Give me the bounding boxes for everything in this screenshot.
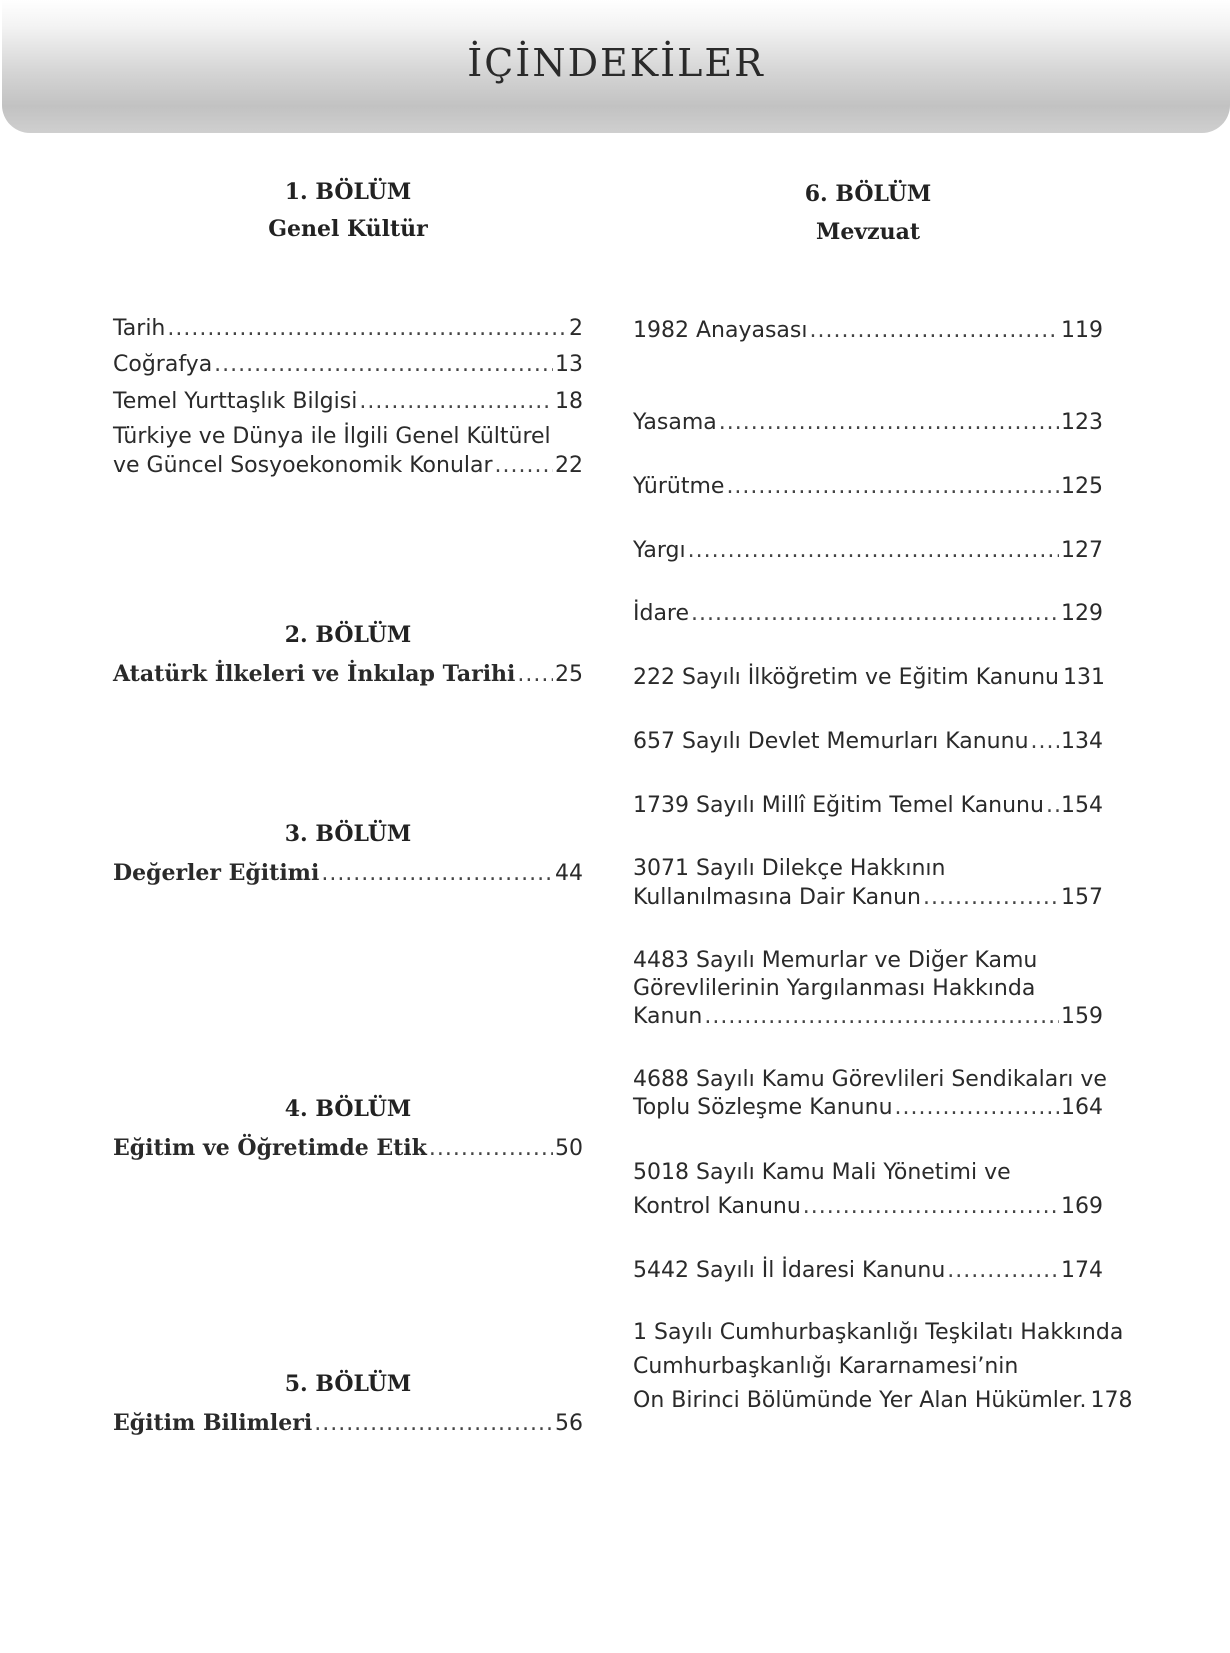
toc-entry-page: 119 xyxy=(1061,318,1103,343)
toc-entry-cb-kararname[interactable] xyxy=(633,1386,1133,1415)
toc-entry-page: 13 xyxy=(555,352,583,377)
toc-entry-1739[interactable] xyxy=(633,791,1103,820)
toc-entry-page: 131 xyxy=(1063,665,1106,690)
section-2-entry[interactable] xyxy=(113,660,583,689)
toc-entry-label: 5442 Sayılı İl İdaresi Kanunu xyxy=(633,1258,946,1283)
toc-entry-line: Türkiye ve Dünya ile İlgili Genel Kültürel xyxy=(113,424,551,449)
toc-entry-page: 129 xyxy=(1061,601,1103,626)
section-5-page: 56 xyxy=(555,1411,583,1436)
toc-entry-label: On Birinci Bölümünde Yer Alan Hükümler. xyxy=(633,1388,1087,1413)
toc-entry-line: Cumhurbaşkanlığı Kararnamesi’nin xyxy=(633,1354,1019,1379)
toc-entry-page: 154 xyxy=(1061,793,1103,818)
toc-entry-page: 134 xyxy=(1061,729,1103,754)
toc-entry-line: 3071 Sayılı Dilekçe Hakkının xyxy=(633,856,946,881)
toc-entry-page: 123 xyxy=(1061,410,1103,435)
toc-entry-tarih[interactable] xyxy=(113,314,583,343)
toc-entry-yurttaslik[interactable] xyxy=(113,387,583,416)
toc-entry-label: Kullanılmasına Dair Kanun xyxy=(633,885,921,910)
section-1-name: Genel Kültür xyxy=(268,216,428,242)
toc-entry-label: Tarih xyxy=(113,316,166,341)
toc-entry-anayasa[interactable] xyxy=(633,316,1103,345)
toc-entry-line: 4688 Sayılı Kamu Görevlileri Sendikaları ve xyxy=(633,1067,1107,1092)
toc-entry-page: 169 xyxy=(1061,1194,1103,1219)
section-4-name: Eğitim ve Öğretimde Etik xyxy=(113,1135,427,1161)
toc-entry-label: ve Güncel Sosyoekonomik Konular xyxy=(113,453,493,478)
toc-entry-page: 164 xyxy=(1061,1095,1103,1120)
toc-entry-line: 1 Sayılı Cumhurbaşkanlığı Teşkilatı Hakkında xyxy=(633,1320,1124,1345)
toc-entry-label: Yargı xyxy=(633,538,686,563)
toc-entry-5442[interactable] xyxy=(633,1256,1103,1285)
section-3-entry[interactable] xyxy=(113,859,583,888)
toc-entry-yurutme[interactable] xyxy=(633,472,1103,501)
page-title: İÇİNDEKİLER xyxy=(467,40,765,85)
section-2-page: 25 xyxy=(555,662,583,687)
toc-entry-label: 657 Sayılı Devlet Memurları Kanunu xyxy=(633,729,1029,754)
section-3-number: 3. BÖLÜM xyxy=(284,821,412,847)
toc-entry-page: 157 xyxy=(1061,885,1103,910)
toc-entry-label: Yürütme xyxy=(633,474,725,499)
section-4-number: 4. BÖLÜM xyxy=(284,1096,412,1122)
toc-entry-yargi[interactable] xyxy=(633,536,1103,565)
toc-entry-label: 222 Sayılı İlköğretim ve Eğitim Kanunu xyxy=(633,665,1060,690)
toc-entry-page: 2 xyxy=(569,316,583,341)
toc-entry-3071[interactable] xyxy=(633,883,1103,912)
toc-entry-222[interactable] xyxy=(633,663,1106,692)
toc-entry-label: Kontrol Kanunu xyxy=(633,1194,801,1219)
section-5-name: Eğitim Bilimleri xyxy=(113,1410,313,1436)
section-4-entry[interactable] xyxy=(113,1134,583,1163)
section-6-name: Mevzuat xyxy=(815,219,921,245)
section-5-entry[interactable] xyxy=(113,1409,583,1438)
toc-entry-page: 127 xyxy=(1061,538,1103,563)
toc-entry-4483[interactable] xyxy=(633,1002,1103,1031)
toc-entry-label: 1982 Anayasası xyxy=(633,318,808,343)
toc-entry-page: 159 xyxy=(1061,1004,1103,1029)
toc-entry-label: Kanun xyxy=(633,1004,703,1029)
toc-entry-label: Coğrafya xyxy=(113,352,213,377)
section-4-page: 50 xyxy=(555,1136,583,1161)
toc-entry-page: 22 xyxy=(555,453,583,478)
section-6-number: 6. BÖLÜM xyxy=(804,181,932,207)
toc-entry-label: Toplu Sözleşme Kanunu xyxy=(633,1095,893,1120)
toc-entry-line: Görevlilerinin Yargılanması Hakkında xyxy=(633,976,1036,1001)
section-5-number: 5. BÖLÜM xyxy=(284,1371,412,1397)
toc-entry-page: 178 xyxy=(1090,1388,1133,1413)
toc-entry-label: Temel Yurttaşlık Bilgisi xyxy=(113,389,358,414)
toc-entry-label: İdare xyxy=(633,601,690,626)
title-banner xyxy=(2,0,1230,133)
section-3-page: 44 xyxy=(555,861,583,886)
toc-entry-page: 18 xyxy=(555,389,583,414)
toc-entry-label: 1739 Sayılı Millî Eğitim Temel Kanunu xyxy=(633,793,1044,818)
toc-entry-4688[interactable] xyxy=(633,1093,1103,1122)
toc-entry-657[interactable] xyxy=(633,727,1103,756)
toc-entry-5018[interactable] xyxy=(633,1192,1103,1221)
section-3-name: Değerler Eğitimi xyxy=(113,860,320,886)
toc-entry-label: Yasama xyxy=(633,410,717,435)
section-1-number: 1. BÖLÜM xyxy=(284,179,412,205)
section-2-number: 2. BÖLÜM xyxy=(284,622,412,648)
toc-entry-cografya[interactable] xyxy=(113,350,583,379)
toc-entry-page: 174 xyxy=(1061,1258,1103,1283)
toc-entry-genel-kultur[interactable] xyxy=(113,451,583,480)
toc-entry-idare[interactable] xyxy=(633,599,1103,628)
section-2-name: Atatürk İlkeleri ve İnkılap Tarihi xyxy=(113,661,516,687)
toc-entry-line: 4483 Sayılı Memurlar ve Diğer Kamu xyxy=(633,948,1038,973)
toc-entry-line: 5018 Sayılı Kamu Mali Yönetimi ve xyxy=(633,1160,1011,1185)
toc-entry-yasama[interactable] xyxy=(633,408,1103,437)
toc-entry-page: 125 xyxy=(1061,474,1103,499)
